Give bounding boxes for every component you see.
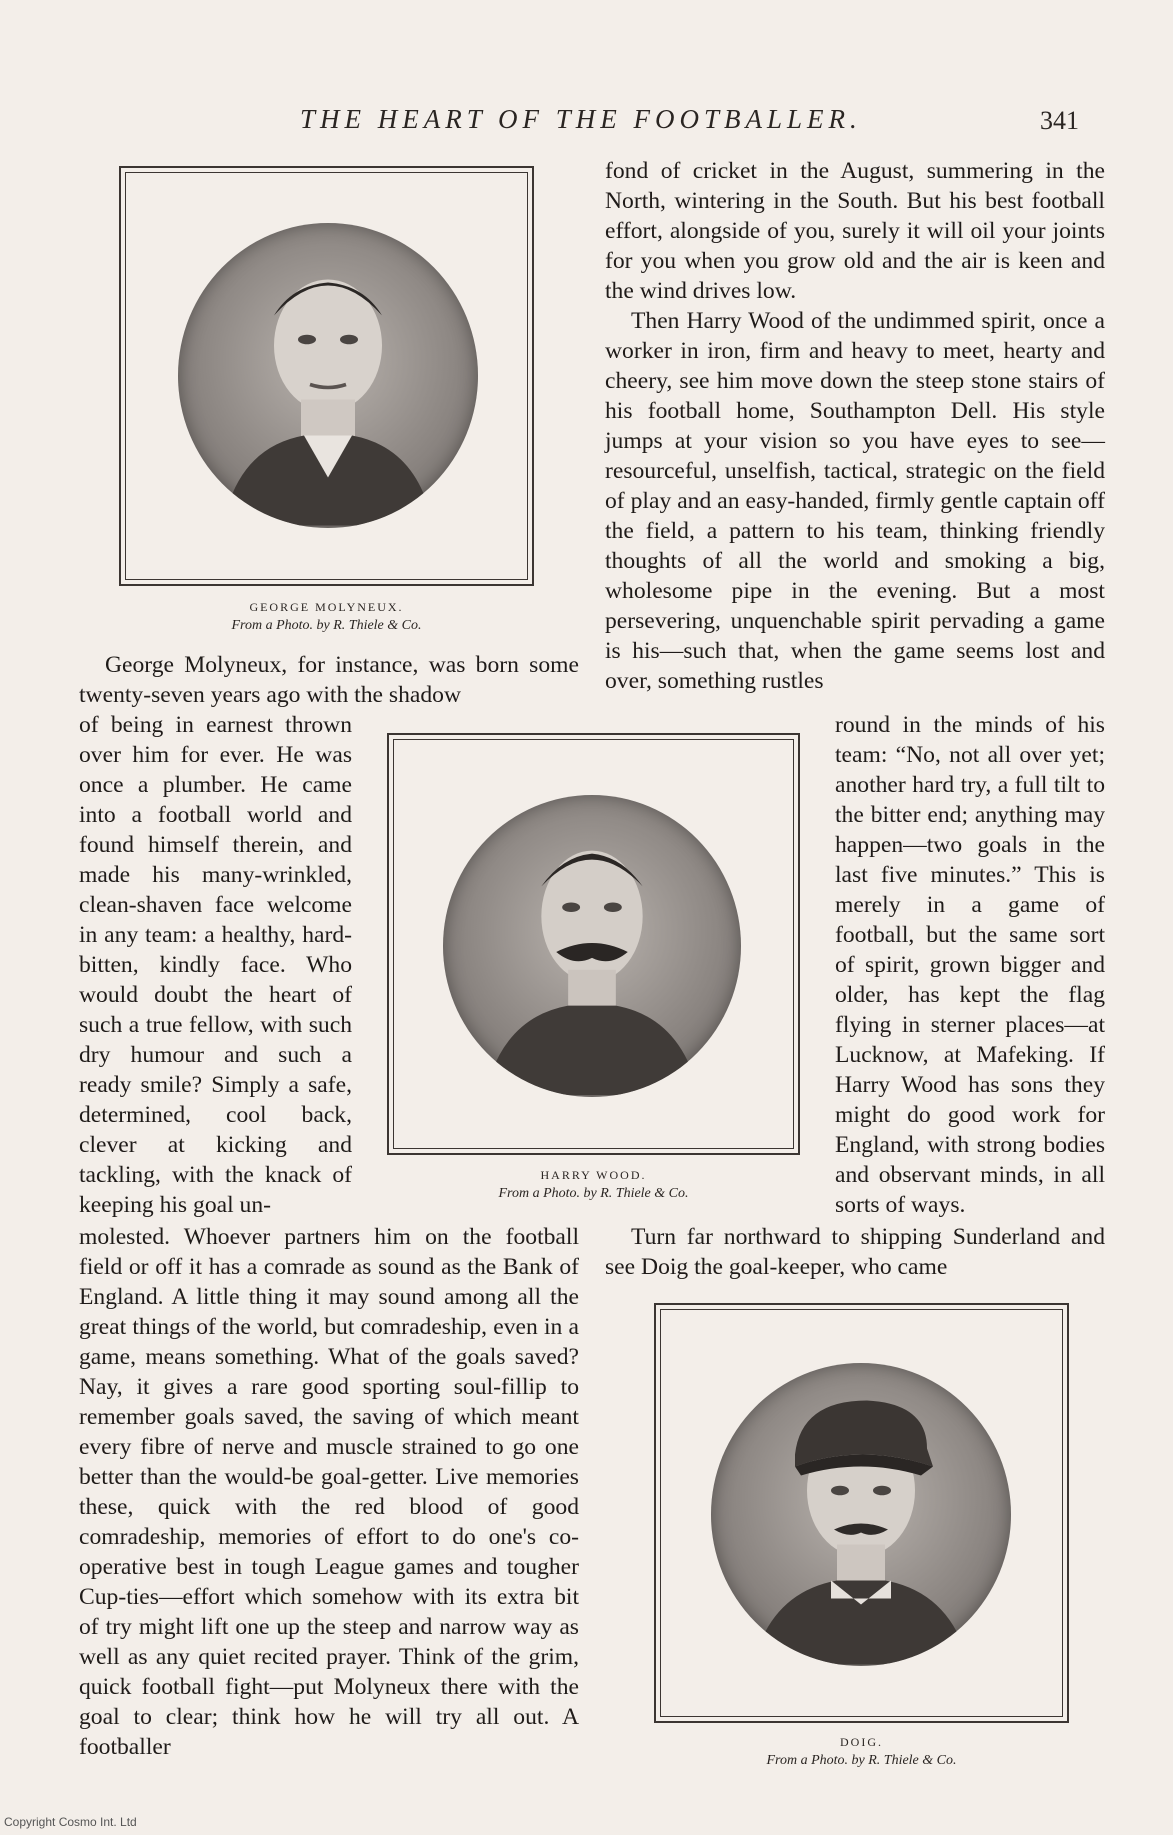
paragraph-molyneux-start: George Molyneux, for instance, was born some twenty-seven years ago with the shadow xyxy=(79,652,579,708)
portrait-photo-icon xyxy=(178,223,478,528)
paragraph-molyneux-rest: molested. Whoever partners him on the football field or off it has a comrade as sound as the Bank of England. A little thing it may sound among all the great things of the world, but comradeship, even in a game, means something. What of the goals saved? Nay, it gives a rare good sporting soul-fillip to remember goals saved, the saving of which meant every fibre of nerve and muscle strained to go one better than the would-be goal-getter. Live memories these, quick with the red blood of good comradeship, memories of effort to do one's co-operative best in tough League games and tougher Cup-ties—effort which somehow with its extra bit of try might lift one up the steep and narrow way as well as any quiet recited prayer. Think of the grim, quick football fight—put Molyneux there with the goal to clear; think how he will try all out. A footballer xyxy=(79,1224,579,1760)
portrait-photo-icon xyxy=(711,1363,1011,1666)
caption-molyneux xyxy=(119,600,534,634)
right-column-narrow xyxy=(835,710,1105,1220)
left-column-intro xyxy=(79,650,579,710)
running-title: THE HEART OF THE FOOTBALLER. xyxy=(300,104,862,134)
page-number: 341 xyxy=(1040,106,1079,135)
copyright-notice: Copyright Cosmo Int. Ltd xyxy=(4,1815,137,1829)
paragraph-molyneux-narrow: of being in earnest thrown over him for ever. He was once a plumber. He came into a football world and found himself therein, and made his many-wrinkled, clean-shaven face welcome in any team: a healthy, hard-bitten, kindly face. Who would doubt the heart of such a true fellow, with such dry humour and such a ready smile? Simply a safe, determined, cool back, clever at kicking and tackling, with the knack of keeping his goal un- xyxy=(79,712,352,1218)
paragraph-harry-wood: Then Harry Wood of the undimmed spirit, once a worker in iron, firm and heavy to meet, hearty and cheery, see him move down the steep stone stairs of his football home, Southampton Dell. His style jumps at your vision so you have eyes to see—resourceful, unselfish, tactical, strategic on the field of play and an easy-handed, firmly gentle captain off the field, a pattern to his team, thinking friendly thoughts of all the world and smoking a big, wholesome pipe in the evening. But a most persevering, unquenchable spirit pervading a game is his—such that, when the game seems lost and over, something rustles xyxy=(605,308,1105,694)
right-column-top xyxy=(605,156,1105,696)
caption-credit: From a Photo. by R. Thiele & Co. xyxy=(231,618,422,633)
left-column-narrow xyxy=(79,710,352,1220)
caption-name: HARRY WOOD. xyxy=(540,1168,647,1182)
portrait-photo-doig xyxy=(711,1363,1011,1666)
caption-credit: From a Photo. by R. Thiele & Co. xyxy=(766,1753,957,1768)
caption-name: GEORGE MOLYNEUX. xyxy=(249,600,404,614)
caption-doig xyxy=(654,1735,1069,1769)
caption-name: DOIG. xyxy=(840,1735,883,1749)
portrait-photo-icon xyxy=(443,795,741,1097)
paragraph-harry-wood-narrow: round in the minds of his team: “No, not all over yet; another hard try, a full tilt to the bitter end; anything may happen—two goals in the last five minutes.” This is merely in a game of football, but the same sort of spirit, grown bigger and older, has kept the flag flying in sterner places—at Lucknow, at Mafeking. If Harry Wood has sons they might do good work for England, with strong bodies and observant minds, in all sorts of ways. xyxy=(835,712,1105,1218)
paragraph-cricket: fond of cricket in the August, summering in the North, wintering in the South. But his best football effort, alongside of you, surely it will oil your joints for you when you grow old and the air is keen and the wind drives low. xyxy=(605,158,1105,304)
portrait-photo-molyneux xyxy=(178,223,478,528)
paragraph-doig: Turn far northward to shipping Sunderland and see Doig the goal-keeper, who came xyxy=(605,1224,1105,1280)
caption-wood xyxy=(387,1168,800,1202)
portrait-photo-wood xyxy=(443,795,741,1097)
left-column-rest xyxy=(79,1222,579,1762)
right-column-doig xyxy=(605,1222,1105,1282)
caption-credit: From a Photo. by R. Thiele & Co. xyxy=(498,1186,689,1201)
